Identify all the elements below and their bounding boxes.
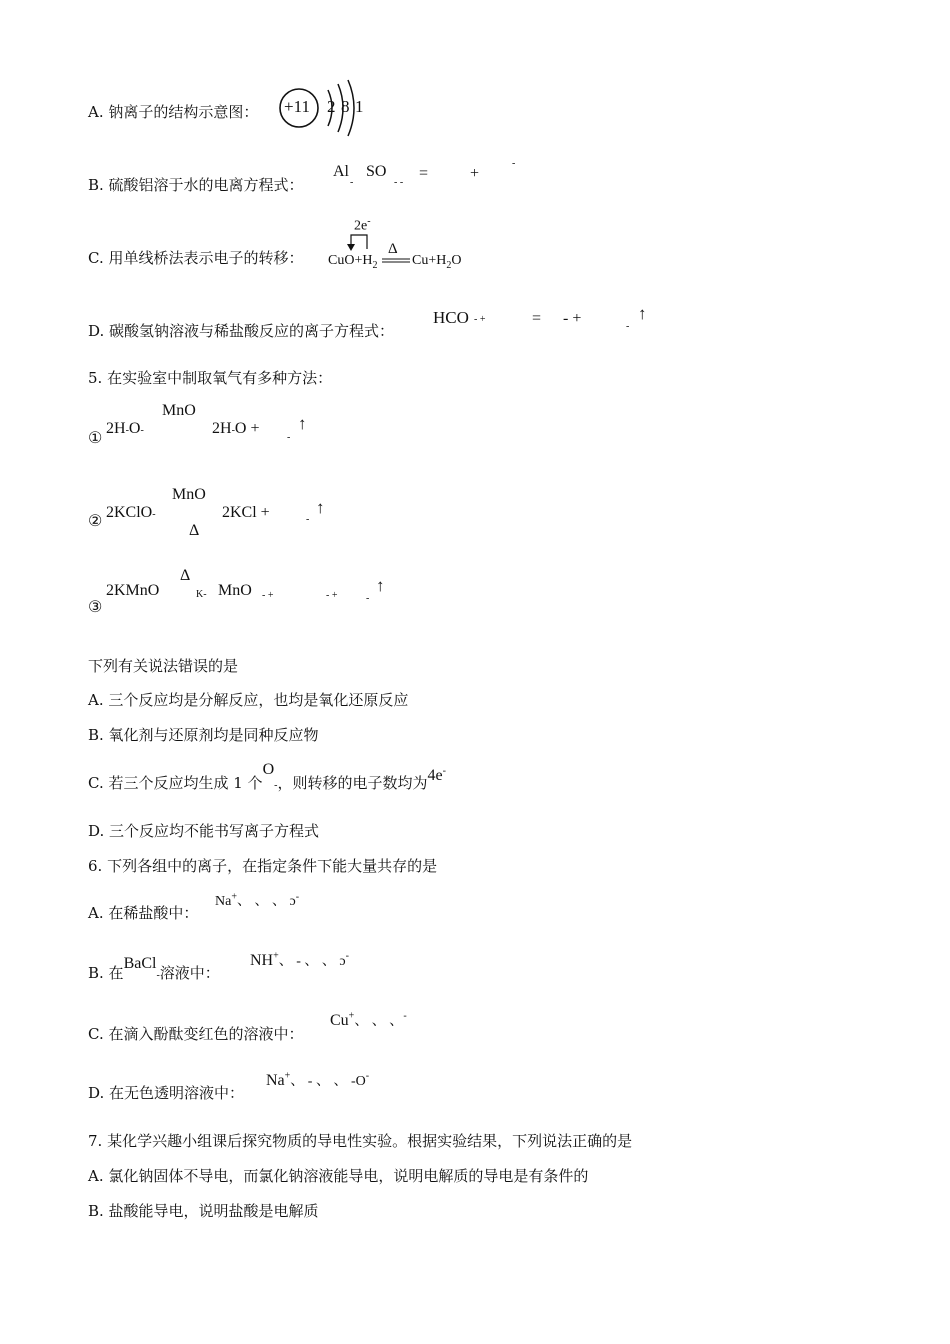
formula-so4: SO [366,163,387,180]
q4-option-b [88,174,304,195]
q5-option-a: A. 三个反应均是分解反应，也均是氧化还原反应 [88,691,409,709]
shell-3-electrons: 1 [355,97,364,116]
q5-stem: 5. 在实验室中制取氧气有多种方法： [88,369,333,387]
q6a-ions: Na+、 、 、 ɔ- [215,891,300,909]
q4-option-b-text: B. 硫酸铝溶于水的电离方程式： [88,176,304,194]
r2-lhs: 2KClO- [106,504,156,521]
gas-sub: - [626,321,630,332]
q6-option-a: A. 在稀盐酸中： [88,904,199,922]
q6-option-b: B. 在BaCl$_-$溶液中： [88,955,220,982]
q5-option-d: D. 三个反应均不能书写离子方程式 [88,822,320,840]
q4-option-a-text: A. 钠离子的结构示意图： [88,103,259,121]
formula-al-sub: - [350,177,354,188]
nucleus-charge: +11 [284,97,310,116]
q6d-ions: Na+、 - 、 、 -O- [266,1070,370,1089]
r2-number: ② [88,513,103,530]
r3-rhs3: - + [326,590,338,601]
bacl2-formula: BaCl$_-$ [123,955,160,981]
r2-catalyst: MnO [172,486,206,503]
q7-option-b: B. 盐酸能导电，说明盐酸是电解质 [88,1202,319,1220]
q4-option-c [88,247,303,268]
q6-option-c: C. 在滴入酚酞变红色的溶液中： [88,1025,304,1043]
r3-number: ③ [88,599,103,616]
electron-total: 4e- [427,765,446,784]
formula-so4-sub: - - [394,177,404,188]
r2-rhs: 2KCl + [222,504,270,521]
r3-rhs2: MnO [218,582,252,599]
r3-rhs2-sub: - + [262,590,274,601]
q4-option-a [88,101,258,122]
q5-option-b: B. 氧化剂与还原剂均是同种反应物 [88,726,319,744]
formula-al: Al [333,163,349,180]
reactants: $CuO+H_2$ [328,253,378,271]
heat-condition: Δ [388,241,398,257]
q4-option-c-text: C. 用单线桥法表示电子的转移： [88,249,304,267]
q5-option-c: C. 若三个反应均生成 1 个$O_-$，则转移的电子数均为4e- [88,761,446,792]
q6-stem: 6. 下列各组中的离子，在指定条件下能大量共存的是 [88,857,438,875]
q4-option-d [88,320,394,341]
formula-tail: - [512,158,516,169]
q5-prompt: 下列有关说法错误的是 [88,657,239,675]
r1-gas-arrow: ↑ [298,414,307,433]
r3-o2-sub: - [366,593,370,604]
r2-gas-arrow: ↑ [316,498,325,517]
r3-condition: Δ [180,567,191,584]
products: $Cu+H_2O$ [412,253,462,271]
sodium-ion-diagram [278,78,368,138]
shell-1-electrons: 2 [327,97,336,116]
electron-count: 2e- [354,216,371,234]
r1-catalyst: MnO [162,402,196,419]
product-plus: - + [563,310,582,327]
r1-o2-sub: - [287,432,291,443]
r1-lhs: 2H-O- [106,420,144,437]
gas-arrow: ↑ [638,304,647,323]
r2-o2-sub: - [306,514,310,525]
q6c-ions: Cu+、 、 、- [330,1010,407,1029]
r2-condition: Δ [189,522,200,539]
equals-sign-d: = [532,310,542,327]
q7-stem: 7. 某化学兴趣小组课后探究物质的导电性实验。根据实验结果，下列说法正确的是 [88,1132,633,1150]
equals-sign: = [419,165,429,182]
plus-sign: + [470,165,480,182]
shell-2-electrons: 8 [341,97,350,116]
r3-lhs: 2KMnO [106,582,160,599]
q6b-ions: NH+、 - 、 、 ɔ- [250,950,349,969]
r3-gas-arrow: ↑ [376,576,385,595]
single-bridge-equation [328,215,478,275]
r3-rhs1: K- [196,589,207,600]
formula-hco3: HCO [433,308,469,327]
r1-number: ① [88,430,103,447]
q6-option-d: D. 在无色透明溶液中： [88,1084,245,1102]
r1-rhs: 2H-O + [212,420,260,437]
o2-formula: $O_-$ [262,761,278,791]
q4-option-d-text: D. 碳酸氢钠溶液与稀盐酸反应的离子方程式： [88,322,395,340]
formula-hco3-tail: - + [474,314,486,325]
q7-option-a: A. 氯化钠固体不导电，而氯化钠溶液能导电，说明电解质的导电是有条件的 [88,1167,589,1185]
